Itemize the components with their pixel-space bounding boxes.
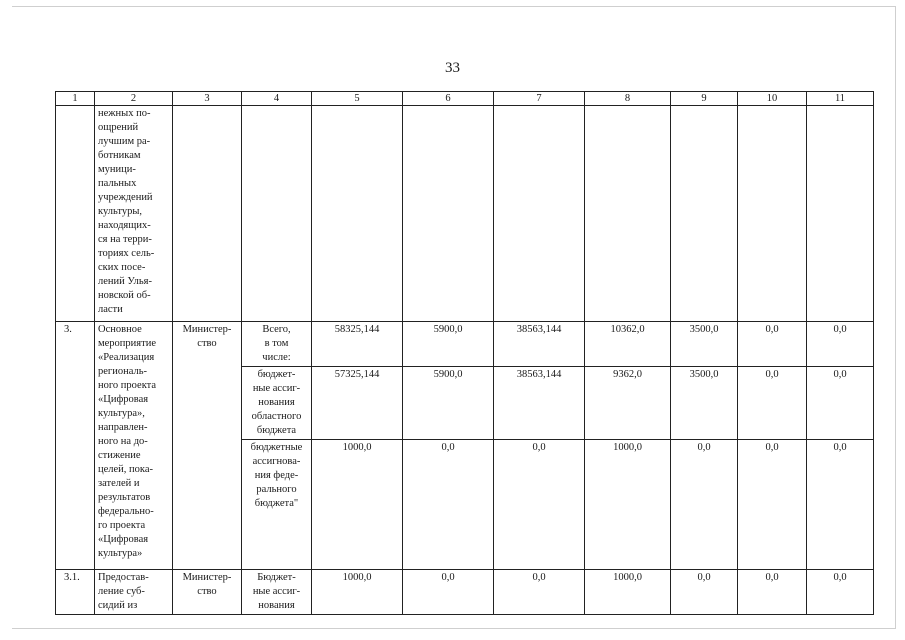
item3-total-value: 0,0 xyxy=(807,322,874,367)
item3-source-regional: бюджет- ные ассиг- нования областного бюджета xyxy=(242,367,312,440)
item31-value: 0,0 xyxy=(403,570,494,615)
item3-total-row xyxy=(56,322,874,367)
item31-value: 0,0 xyxy=(671,570,738,615)
scan-frame-top xyxy=(12,6,896,7)
item3-federal-value: 1000,0 xyxy=(585,440,671,570)
item31-value: 0,0 xyxy=(738,570,807,615)
continuation-value-cell xyxy=(403,106,494,322)
col-number-8: 8 xyxy=(585,92,671,106)
col-number-9: 9 xyxy=(671,92,738,106)
col-number-7: 7 xyxy=(494,92,585,106)
continuation-value-cell xyxy=(312,106,403,322)
col-number-5: 5 xyxy=(312,92,403,106)
continuation-value-cell xyxy=(671,106,738,322)
item3-regional-value: 5900,0 xyxy=(403,367,494,440)
col-number-3: 3 xyxy=(173,92,242,106)
item3-federal-value: 0,0 xyxy=(671,440,738,570)
continuation-executor-cell xyxy=(173,106,242,322)
item3-federal-value: 0,0 xyxy=(403,440,494,570)
item3-regional-value: 3500,0 xyxy=(671,367,738,440)
item31-name: Предостав- ление суб- сидий из xyxy=(95,570,173,615)
col-number-11: 11 xyxy=(807,92,874,106)
continuation-source-cell xyxy=(242,106,312,322)
item31-source: Бюджет- ные ассиг- нования xyxy=(242,570,312,615)
continuation-value-cell xyxy=(738,106,807,322)
item3-regional-value: 57325,144 xyxy=(312,367,403,440)
continuation-value-cell xyxy=(807,106,874,322)
item31-value: 1000,0 xyxy=(585,570,671,615)
item3-regional-value: 0,0 xyxy=(807,367,874,440)
item3-source-total: Всего, в том числе: xyxy=(242,322,312,367)
col-number-1: 1 xyxy=(56,92,95,106)
continuation-value-cell xyxy=(585,106,671,322)
item3-source-federal: бюджетные ассигнова- ния феде- рального бюджета" xyxy=(242,440,312,570)
item31-value: 0,0 xyxy=(807,570,874,615)
item3-federal-value: 1000,0 xyxy=(312,440,403,570)
continuation-num-cell xyxy=(56,106,95,322)
item3-regional-value: 38563,144 xyxy=(494,367,585,440)
continuation-value-cell xyxy=(494,106,585,322)
item31-value: 0,0 xyxy=(494,570,585,615)
item3-number: 3. xyxy=(56,322,95,570)
col-number-2: 2 xyxy=(95,92,173,106)
item3-regional-value: 9362,0 xyxy=(585,367,671,440)
item3-federal-value: 0,0 xyxy=(738,440,807,570)
continuation-row xyxy=(56,106,874,322)
col-number-10: 10 xyxy=(738,92,807,106)
item31-executor: Министер- ство xyxy=(173,570,242,615)
budget-table xyxy=(55,91,874,615)
item3-total-value: 10362,0 xyxy=(585,322,671,367)
item3-total-value: 0,0 xyxy=(738,322,807,367)
item3-total-value: 3500,0 xyxy=(671,322,738,367)
col-number-4: 4 xyxy=(242,92,312,106)
col-number-6: 6 xyxy=(403,92,494,106)
scan-frame-right xyxy=(895,6,896,628)
item3-executor: Министер- ство xyxy=(173,322,242,570)
item3-total-value: 58325,144 xyxy=(312,322,403,367)
item3-federal-value: 0,0 xyxy=(807,440,874,570)
item3-total-value: 5900,0 xyxy=(403,322,494,367)
continuation-name-cell: нежных по- ощрений лучшим ра- ботникам муници- пальных учреждений культуры, находящих- ся на терри- ториях сель- ских посе- лений Улья- новской об- ласти xyxy=(95,106,173,322)
item31-number: 3.1. xyxy=(56,570,95,615)
page-number: 33 xyxy=(445,60,460,76)
item3-name: Основное мероприятие «Реализация региональ- ного проекта «Цифровая культура», направлен- ного на до- стижение целей, пока- зателей и результатов федерально- го проекта «Цифровая культура» xyxy=(95,322,173,570)
item3-total-value: 38563,144 xyxy=(494,322,585,367)
column-number-row xyxy=(56,92,874,106)
scan-frame-bottom xyxy=(12,628,896,629)
item31-row xyxy=(56,570,874,615)
item3-federal-value: 0,0 xyxy=(494,440,585,570)
item3-regional-value: 0,0 xyxy=(738,367,807,440)
item31-value: 1000,0 xyxy=(312,570,403,615)
